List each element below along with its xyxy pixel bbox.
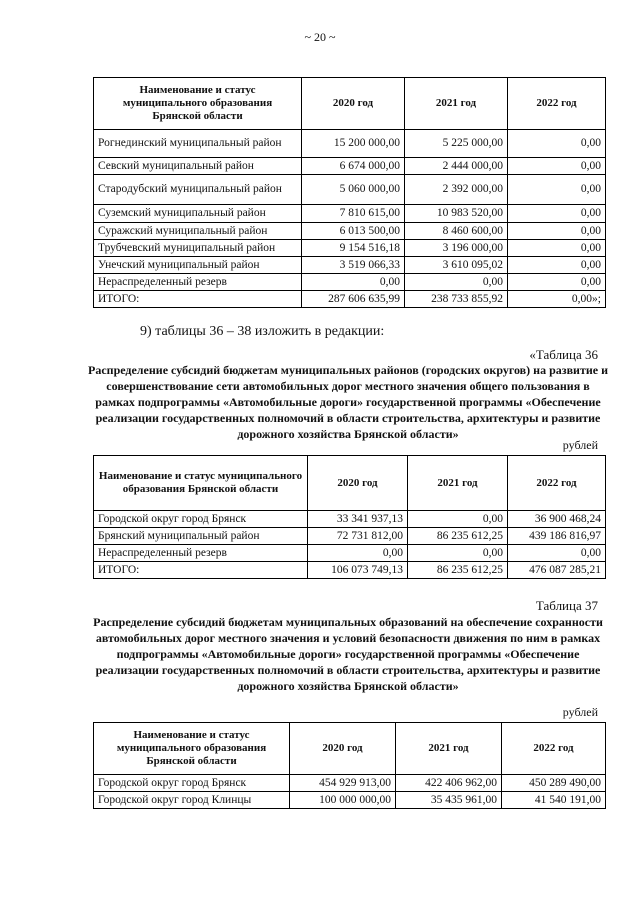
- header-2021: 2021 год: [405, 78, 508, 130]
- value-2020: 100 000 000,00: [290, 792, 396, 809]
- table-header-row: [94, 723, 606, 775]
- table-row: [94, 511, 606, 528]
- table-row: [94, 205, 606, 223]
- value-2022: 439 186 816,97: [508, 528, 606, 545]
- value-2022: 476 087 285,21: [508, 562, 606, 579]
- table-continuation: [93, 77, 606, 308]
- value-2022: 0,00»;: [508, 291, 606, 308]
- row-name: Городской округ город Брянск: [94, 775, 290, 792]
- header-name: Наименование и статус муниципального образования Брянской области: [94, 78, 302, 130]
- header-2021: 2021 год: [396, 723, 502, 775]
- value-2020: 287 606 635,99: [302, 291, 405, 308]
- row-name: Нераспределенный резерв: [94, 274, 302, 291]
- value-2022: 0,00: [508, 130, 606, 158]
- table-row: [94, 130, 606, 158]
- table-header-row: [94, 78, 606, 130]
- row-name: Севский муниципальный район: [94, 158, 302, 175]
- header-2022: 2022 год: [508, 78, 606, 130]
- value-2022: 0,00: [508, 205, 606, 223]
- value-2021: 5 225 000,00: [405, 130, 508, 158]
- value-2022: 0,00: [508, 240, 606, 257]
- value-2020: 3 519 066,33: [302, 257, 405, 274]
- value-2020: 5 060 000,00: [302, 175, 405, 205]
- header-2021: 2021 год: [408, 456, 508, 511]
- value-2020: 9 154 516,18: [302, 240, 405, 257]
- value-2021: 10 983 520,00: [405, 205, 508, 223]
- row-name: ИТОГО:: [94, 291, 302, 308]
- table-total-row: [94, 562, 606, 579]
- table-row: [94, 223, 606, 240]
- table-36: [93, 455, 606, 579]
- value-2021: 0,00: [408, 511, 508, 528]
- header-2020: 2020 год: [290, 723, 396, 775]
- value-2021: 86 235 612,25: [408, 562, 508, 579]
- value-2022: 0,00: [508, 545, 606, 562]
- row-name: Рогнединский муниципальный район: [94, 130, 302, 158]
- value-2022: 0,00: [508, 257, 606, 274]
- row-name: Унечский муниципальный район: [94, 257, 302, 274]
- table-total-row: [94, 291, 606, 308]
- header-2022: 2022 год: [508, 456, 606, 511]
- table-row: [94, 528, 606, 545]
- value-2021: 8 460 600,00: [405, 223, 508, 240]
- value-2021: 2 392 000,00: [405, 175, 508, 205]
- value-2020: 106 073 749,13: [308, 562, 408, 579]
- value-2022: 41 540 191,00: [502, 792, 606, 809]
- row-name: Брянский муниципальный район: [94, 528, 308, 545]
- header-2022: 2022 год: [502, 723, 606, 775]
- table-37-label: Таблица 37: [535, 598, 598, 613]
- table-37-title: Распределение субсидий бюджетам муниципальных образований на обеспечение сохранности автомобильных дорог местного значения и условий безопасности движения по ним в рамках подпрограммы «Автомобильные дороги» государственной программы «Обеспечение реализации государственных полномочий в области строительства, архитектуры и развитие дорожного хозяйства Брянской области»: [93, 615, 603, 693]
- value-2020: 72 731 812,00: [308, 528, 408, 545]
- table-37: [93, 722, 606, 809]
- section-9-text: 9) таблицы 36 – 38 изложить в редакции:: [140, 324, 385, 339]
- row-name: Городской округ город Клинцы: [94, 792, 290, 809]
- row-name: Стародубский муниципальный район: [94, 175, 302, 205]
- table-row: [94, 158, 606, 175]
- value-2022: 0,00: [508, 158, 606, 175]
- value-2021: 422 406 962,00: [396, 775, 502, 792]
- value-2020: 0,00: [302, 274, 405, 291]
- value-2022: 450 289 490,00: [502, 775, 606, 792]
- value-2022: 36 900 468,24: [508, 511, 606, 528]
- value-2020: 6 013 500,00: [302, 223, 405, 240]
- value-2021: 86 235 612,25: [408, 528, 508, 545]
- value-2021: 3 196 000,00: [405, 240, 508, 257]
- value-2021: 35 435 961,00: [396, 792, 502, 809]
- value-2020: 15 200 000,00: [302, 130, 405, 158]
- row-name: Суземский муниципальный район: [94, 205, 302, 223]
- value-2022: 0,00: [508, 175, 606, 205]
- header-name: Наименование и статус муниципального образования Брянской области: [94, 723, 290, 775]
- header-2020: 2020 год: [302, 78, 405, 130]
- table-37-unit: рублей: [562, 705, 598, 719]
- value-2020: 454 929 913,00: [290, 775, 396, 792]
- table-header-row: [94, 456, 606, 511]
- header-2020: 2020 год: [308, 456, 408, 511]
- table-row: [94, 775, 606, 792]
- row-name: Суражский муниципальный район: [94, 223, 302, 240]
- table-row: [94, 274, 606, 291]
- table-36-unit: рублей: [562, 438, 598, 452]
- table-row: [94, 240, 606, 257]
- table-36-label: «Таблица 36: [529, 347, 598, 362]
- table-row: [94, 257, 606, 274]
- row-name: Городской округ город Брянск: [94, 511, 308, 528]
- value-2022: 0,00: [508, 274, 606, 291]
- value-2021: 3 610 095,02: [405, 257, 508, 274]
- table-row: [94, 545, 606, 562]
- value-2021: 0,00: [405, 274, 508, 291]
- header-name: Наименование и статус муниципального образования Брянской области: [94, 456, 308, 511]
- row-name: ИТОГО:: [94, 562, 308, 579]
- value-2021: 238 733 855,92: [405, 291, 508, 308]
- value-2020: 6 674 000,00: [302, 158, 405, 175]
- table-row: [94, 175, 606, 205]
- value-2020: 7 810 615,00: [302, 205, 405, 223]
- value-2021: 0,00: [408, 545, 508, 562]
- value-2020: 33 341 937,13: [308, 511, 408, 528]
- value-2020: 0,00: [308, 545, 408, 562]
- table-36-title: Распределение субсидий бюджетам муниципальных районов (городских округов) на развитие и совершенствование сети автомобильных дорог местного значения общего пользования в рамках подпрограммы «Автомобильные дороги» государственной программы «Обеспечение реализации государственных полномочий в области строительства, архитектуры и развитие дорожного хозяйства Брянской области»: [88, 363, 609, 441]
- row-name: Трубчевский муниципальный район: [94, 240, 302, 257]
- page-number: ~ 20 ~: [304, 30, 336, 44]
- value-2022: 0,00: [508, 223, 606, 240]
- value-2021: 2 444 000,00: [405, 158, 508, 175]
- row-name: Нераспределенный резерв: [94, 545, 308, 562]
- table-row: [94, 792, 606, 809]
